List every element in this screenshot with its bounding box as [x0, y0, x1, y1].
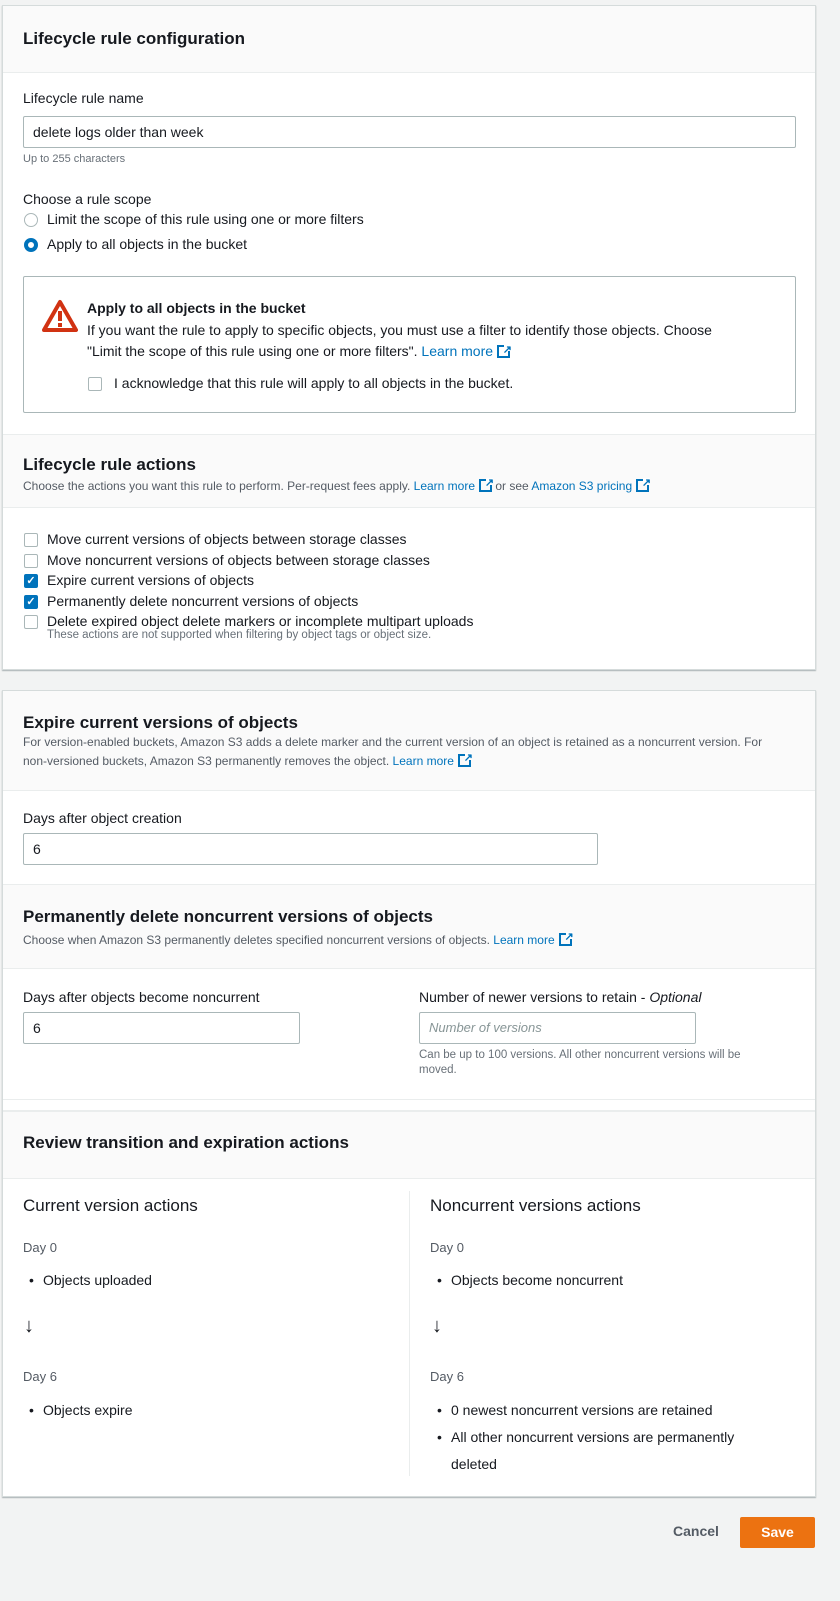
learn-more-link[interactable]: Learn more — [392, 754, 454, 768]
actions-desc-text: Choose the actions you want this rule to perform. Per-request fees apply. — [23, 479, 411, 493]
actions-note: These actions are not supported when filtering by object tags or object size. — [47, 629, 432, 641]
save-button[interactable]: Save — [740, 1517, 815, 1548]
retain-label-text: Number of newer versions to retain - — [419, 989, 650, 1005]
noncurrent-day6-item: • 0 newest noncurrent versions are retained — [451, 1397, 712, 1424]
current-day0-item: • Objects uploaded — [43, 1267, 152, 1294]
rule-name-input[interactable]: delete logs older than week — [23, 116, 796, 148]
review-title: Review transition and expiration actions — [23, 1133, 349, 1152]
action-checkbox[interactable] — [24, 533, 38, 547]
acknowledge-checkbox[interactable] — [88, 377, 102, 391]
actions-desc — [23, 477, 649, 496]
days-noncurrent-label: Days after objects become noncurrent — [23, 989, 260, 1005]
name-label: Lifecycle rule name — [23, 90, 144, 106]
noncurrent-heading: Noncurrent versions actions — [430, 1196, 641, 1215]
retain-hint — [419, 1048, 741, 1078]
arrow-down-icon: ↓ — [24, 1315, 34, 1337]
scope-label: Choose a rule scope — [23, 191, 152, 207]
noncurrent-day0-item: • Objects become noncurrent — [451, 1267, 623, 1294]
action-label[interactable]: Permanently delete noncurrent versions of objects — [47, 592, 359, 609]
external-link-icon — [559, 933, 572, 946]
or-see-text: or see — [495, 479, 529, 493]
noncurrent-day6: Day 6 — [430, 1369, 464, 1384]
warning-alert — [23, 276, 796, 413]
expire-desc — [23, 733, 803, 771]
action-checkbox[interactable]: ✓ — [24, 595, 38, 609]
days-after-creation-input[interactable]: 6 — [23, 833, 598, 865]
noncurrent-title: Permanently delete noncurrent versions of objects — [23, 907, 434, 926]
arrow-down-icon: ↓ — [432, 1315, 442, 1337]
section-title: Lifecycle rule configuration — [23, 29, 245, 48]
action-label[interactable]: Expire current versions of objects — [47, 572, 254, 588]
action-checkbox[interactable] — [24, 554, 38, 568]
action-label[interactable]: Move noncurrent versions of objects between storage classes — [47, 551, 430, 568]
learn-more-link[interactable]: Learn more — [493, 933, 555, 947]
alert-title: Apply to all objects in the bucket — [87, 300, 306, 316]
alert-text — [87, 320, 787, 362]
action-checkbox[interactable] — [24, 615, 38, 629]
actions-title: Lifecycle rule actions — [23, 455, 196, 474]
retain-hint-1: Can be up to 100 versions. All other noncurrent versions will be — [419, 1049, 741, 1061]
action-checkbox[interactable]: ✓ — [24, 574, 38, 588]
noncurrent-desc — [23, 931, 572, 950]
current-heading: Current version actions — [23, 1196, 198, 1215]
days-noncurrent-input[interactable]: 6 — [23, 1012, 300, 1044]
optional-tag: Optional — [649, 989, 702, 1005]
column-divider — [409, 1191, 410, 1476]
external-link-icon — [497, 345, 510, 358]
noncurrent-day6-item: • All other noncurrent versions are permanently — [451, 1424, 734, 1451]
expire-title: Expire current versions of objects — [23, 713, 298, 732]
action-label[interactable]: Move current versions of objects between storage classes — [47, 531, 407, 547]
scope-radio-filter[interactable] — [24, 213, 38, 227]
expiration-panel — [2, 690, 816, 1497]
expire-desc-1: For version-enabled buckets, Amazon S3 adds a delete marker and the current version of an object is retained as a noncurrent version. For — [23, 735, 763, 749]
current-day6-item: • Objects expire — [43, 1397, 132, 1424]
scope-radio-all[interactable] — [24, 238, 38, 252]
versions-to-retain-input[interactable]: Number of versions — [419, 1012, 696, 1044]
retain-hint-2: moved. — [419, 1064, 457, 1076]
warning-icon — [42, 299, 78, 333]
divider — [3, 1099, 815, 1111]
learn-more-link[interactable]: Learn more — [413, 479, 476, 493]
expire-desc-2: non-versioned buckets, Amazon S3 permanently removes the object. — [23, 754, 390, 768]
learn-more-link[interactable]: Learn more — [421, 343, 494, 359]
noncurrent-day0: Day 0 — [430, 1240, 464, 1255]
retain-label — [419, 989, 701, 1005]
external-link-icon — [636, 479, 649, 492]
days-creation-label: Days after object creation — [23, 810, 182, 826]
acknowledge-label[interactable]: I acknowledge that this rule will apply to all objects in the bucket. — [114, 375, 514, 391]
action-label[interactable]: Delete expired object delete markers or incomplete multipart uploads — [47, 613, 474, 629]
alert-text-1: If you want the rule to apply to specific objects, you must use a filter to identify those objects. Choose — [87, 322, 712, 338]
external-link-icon — [458, 754, 471, 767]
scope-option-filter[interactable]: Limit the scope of this rule using one or more filters — [47, 211, 364, 227]
name-hint: Up to 255 characters — [23, 153, 126, 165]
noncurrent-day6-item-cont: deleted — [451, 1456, 497, 1472]
alert-text-2: "Limit the scope of this rule using one or more filters". — [87, 343, 418, 359]
external-link-icon — [479, 479, 492, 492]
lifecycle-config-panel — [2, 5, 816, 670]
current-day6: Day 6 — [23, 1369, 57, 1384]
noncurrent-desc-text: Choose when Amazon S3 permanently deletes specified noncurrent versions of objects. — [23, 933, 490, 947]
current-day0: Day 0 — [23, 1240, 57, 1255]
scope-option-all[interactable]: Apply to all objects in the bucket — [47, 236, 248, 252]
cancel-button[interactable]: Cancel — [673, 1523, 719, 1539]
pricing-link[interactable]: Amazon S3 pricing — [531, 479, 633, 493]
